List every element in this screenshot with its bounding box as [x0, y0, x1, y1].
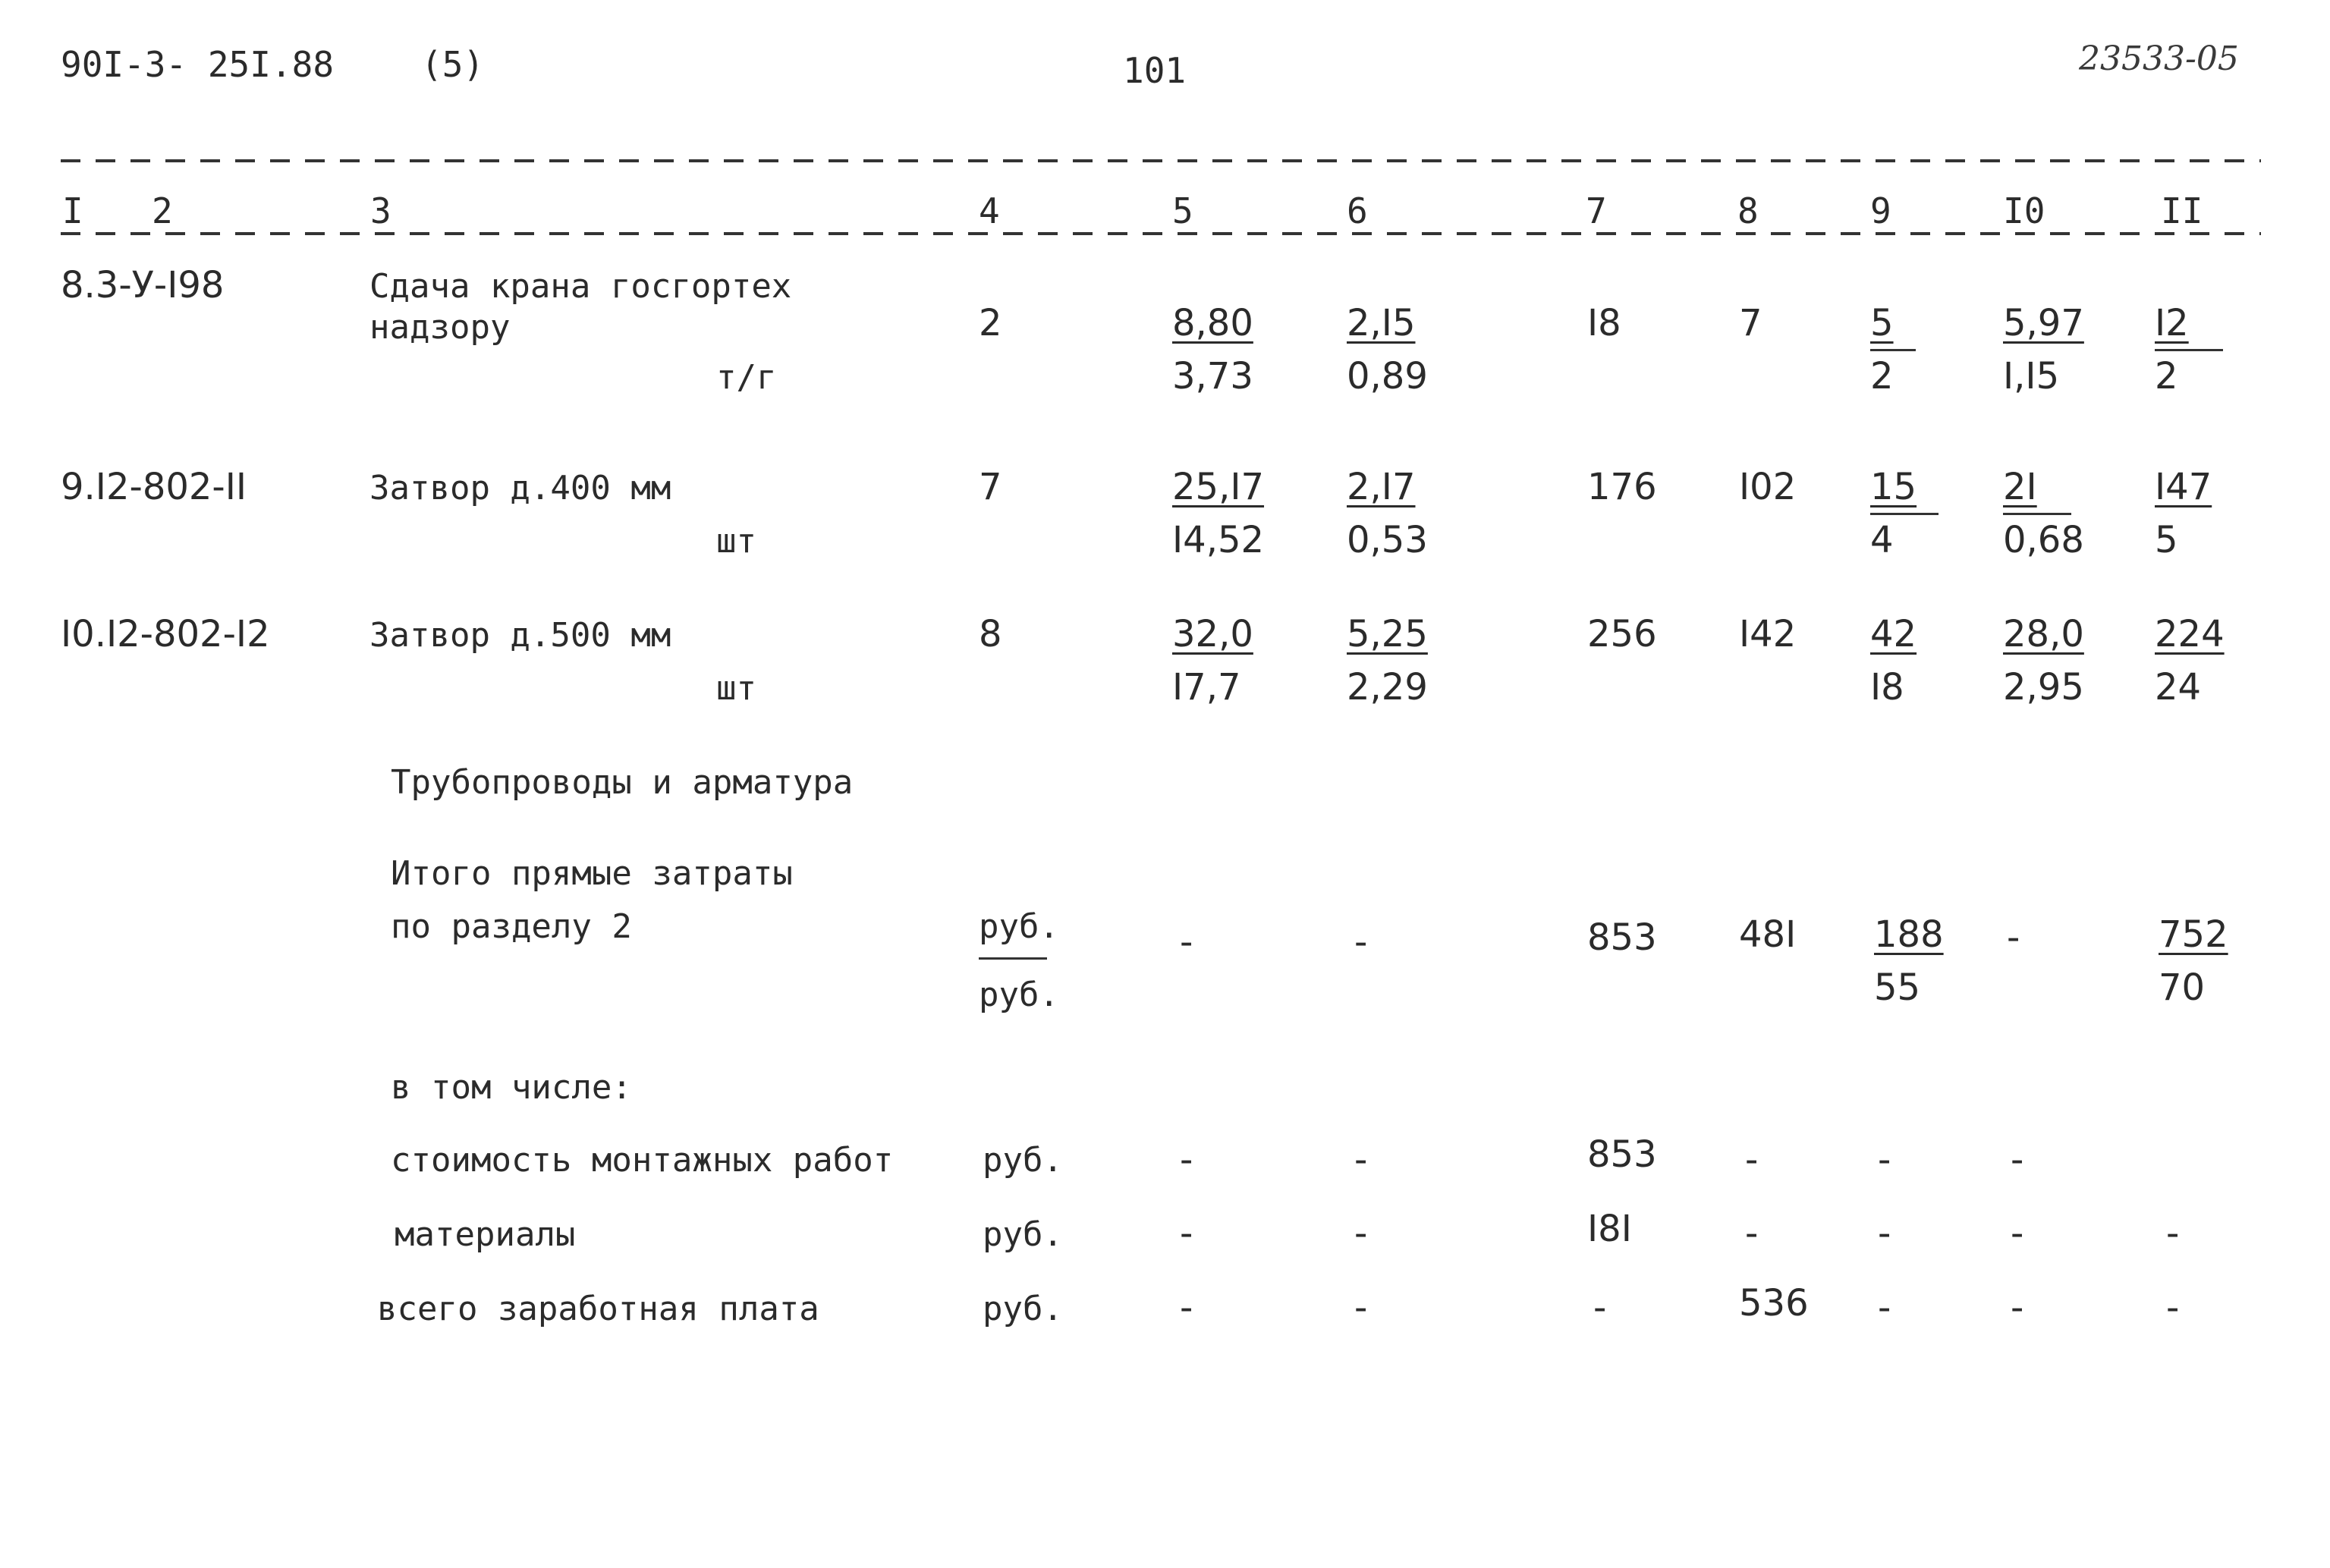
total-c6: - [1354, 921, 1368, 963]
breakdown-c8: 536 [1739, 1282, 1809, 1324]
column-number: I [62, 190, 83, 231]
breakdown-c11: - [2166, 1287, 2180, 1329]
cell-c11-bottom: 24 [2155, 666, 2202, 709]
cell-c9-top: 5 [1870, 302, 1894, 344]
total-label-cont: по разделу 2 [391, 907, 632, 946]
total-c11-top: 752 [2159, 913, 2228, 956]
cell-c10-bottom: 2,95 [2003, 666, 2084, 709]
fraction-line [2003, 513, 2071, 515]
cell-c10-bottom: I,I5 [2003, 355, 2060, 397]
breakdown-c6: - [1354, 1287, 1368, 1329]
fraction-line [979, 957, 1047, 960]
row-qty: 2 [979, 302, 1002, 344]
breakdown-label: стоимость монтажных работ [391, 1141, 894, 1180]
breakdown-unit: руб. [983, 1141, 1063, 1180]
cell-c6-bottom: 0,89 [1347, 355, 1428, 397]
column-number: 9 [1870, 190, 1891, 231]
cell-c5-top: 32,0 [1172, 613, 1253, 655]
breakdown-c9: - [1878, 1139, 1891, 1181]
cell-c11-top: I2 [2155, 302, 2189, 344]
cell-c11-top: 224 [2155, 613, 2225, 655]
row-qty: 7 [979, 466, 1002, 508]
column-number: 3 [370, 190, 391, 231]
cell-c5-top: 8,80 [1172, 302, 1253, 344]
total-c9-bottom: 55 [1874, 966, 1921, 1009]
column-number: 4 [979, 190, 1000, 231]
row-name: Затвор д.400 мм [369, 469, 671, 507]
cell-c5-bottom: I7,7 [1172, 666, 1241, 709]
breakdown-label: материалы [395, 1215, 576, 1254]
cell-c10-bottom: 0,68 [2003, 519, 2084, 561]
breakdown-c5: - [1180, 1212, 1193, 1255]
cell-c9-top: 42 [1870, 613, 1917, 655]
cell-c7: 256 [1587, 613, 1657, 655]
breakdown-label: всего заработная плата [377, 1290, 819, 1328]
breakdown-c7: I8I [1587, 1208, 1632, 1250]
cell-c6-top: 2,I5 [1347, 302, 1416, 344]
cell-c11-bottom: 5 [2155, 519, 2178, 561]
row-code: I0.I2-802-I2 [61, 613, 270, 655]
cell-c9-bottom: I8 [1870, 666, 1904, 709]
row-code: 8.3-У-I98 [61, 264, 225, 306]
cell-c5-bottom: I4,52 [1172, 519, 1265, 561]
row-unit: т/г [716, 358, 777, 397]
breakdown-c7: - [1593, 1287, 1607, 1329]
cell-c6-top: 5,25 [1347, 613, 1428, 655]
including-label: в том числе: [391, 1068, 632, 1107]
breakdown-c9: - [1878, 1212, 1891, 1255]
inventory-stamp: 23533-05 [2079, 39, 2239, 78]
fraction-line [2155, 349, 2223, 351]
total-unit-bottom: руб. [979, 976, 1059, 1014]
total-label: Итого прямые затраты [391, 854, 793, 893]
cell-c10-top: 2I [2003, 466, 2037, 508]
breakdown-c10: - [2011, 1212, 2024, 1255]
column-number: 2 [152, 190, 173, 231]
cell-c6-bottom: 2,29 [1347, 666, 1428, 709]
section-title: Трубопроводы и арматура [391, 763, 854, 802]
cell-c8: 7 [1739, 302, 1762, 344]
total-c8: 48I [1739, 913, 1797, 956]
fraction-line [1870, 513, 1939, 515]
cell-c11-top: I47 [2155, 466, 2212, 508]
column-number: 6 [1347, 190, 1368, 231]
cell-c6-bottom: 0,53 [1347, 519, 1428, 561]
breakdown-c6: - [1354, 1139, 1368, 1181]
cell-c8: I02 [1739, 466, 1797, 508]
document-code: 90I-3- 25I.88 [61, 44, 335, 85]
fraction-line [1870, 349, 1916, 351]
breakdown-c5: - [1180, 1139, 1193, 1181]
total-c7: 853 [1587, 916, 1657, 959]
breakdown-c7: 853 [1587, 1133, 1657, 1176]
cell-c9-bottom: 2 [1870, 355, 1894, 397]
total-c11-bottom: 70 [2159, 966, 2206, 1009]
cell-c7: I8 [1587, 302, 1621, 344]
sheet-number: (5) [421, 44, 485, 85]
cell-c8: I42 [1739, 613, 1797, 655]
column-number: II [2161, 190, 2203, 231]
breakdown-c10: - [2011, 1139, 2024, 1181]
cell-c5-bottom: 3,73 [1172, 355, 1253, 397]
breakdown-c6: - [1354, 1212, 1368, 1255]
cell-c6-top: 2,I7 [1347, 466, 1416, 508]
top-rule [61, 159, 2261, 162]
total-c9-top: 188 [1874, 913, 1944, 956]
breakdown-c10: - [2011, 1287, 2024, 1329]
row-unit: шт [716, 669, 756, 708]
column-number: 5 [1172, 190, 1193, 231]
column-number: 8 [1737, 190, 1759, 231]
row-unit: шт [716, 522, 756, 561]
row-name-cont: надзору [369, 308, 511, 347]
total-c10: - [2007, 916, 2020, 959]
breakdown-c5: - [1180, 1287, 1193, 1329]
cell-c10-top: 5,97 [2003, 302, 2084, 344]
total-unit-top: руб. [979, 907, 1059, 946]
cell-c9-bottom: 4 [1870, 519, 1894, 561]
row-name: Сдача крана госгортех [369, 267, 792, 306]
cell-c10-top: 28,0 [2003, 613, 2084, 655]
breakdown-c11: - [2166, 1212, 2180, 1255]
column-number: I0 [2003, 190, 2045, 231]
cell-c11-bottom: 2 [2155, 355, 2178, 397]
column-number: 7 [1586, 190, 1607, 231]
breakdown-c8: - [1745, 1212, 1759, 1255]
breakdown-unit: руб. [983, 1290, 1063, 1328]
row-name: Затвор д.500 мм [369, 616, 671, 655]
row-code: 9.I2-802-II [61, 466, 247, 508]
breakdown-unit: руб. [983, 1215, 1063, 1254]
total-c5: - [1180, 921, 1193, 963]
breakdown-c8: - [1745, 1139, 1759, 1181]
cell-c7: 176 [1587, 466, 1657, 508]
page-number: 101 [1123, 50, 1187, 91]
header-rule [61, 232, 2261, 235]
cell-c9-top: 15 [1870, 466, 1917, 508]
cell-c5-top: 25,I7 [1172, 466, 1265, 508]
row-qty: 8 [979, 613, 1002, 655]
breakdown-c9: - [1878, 1287, 1891, 1329]
